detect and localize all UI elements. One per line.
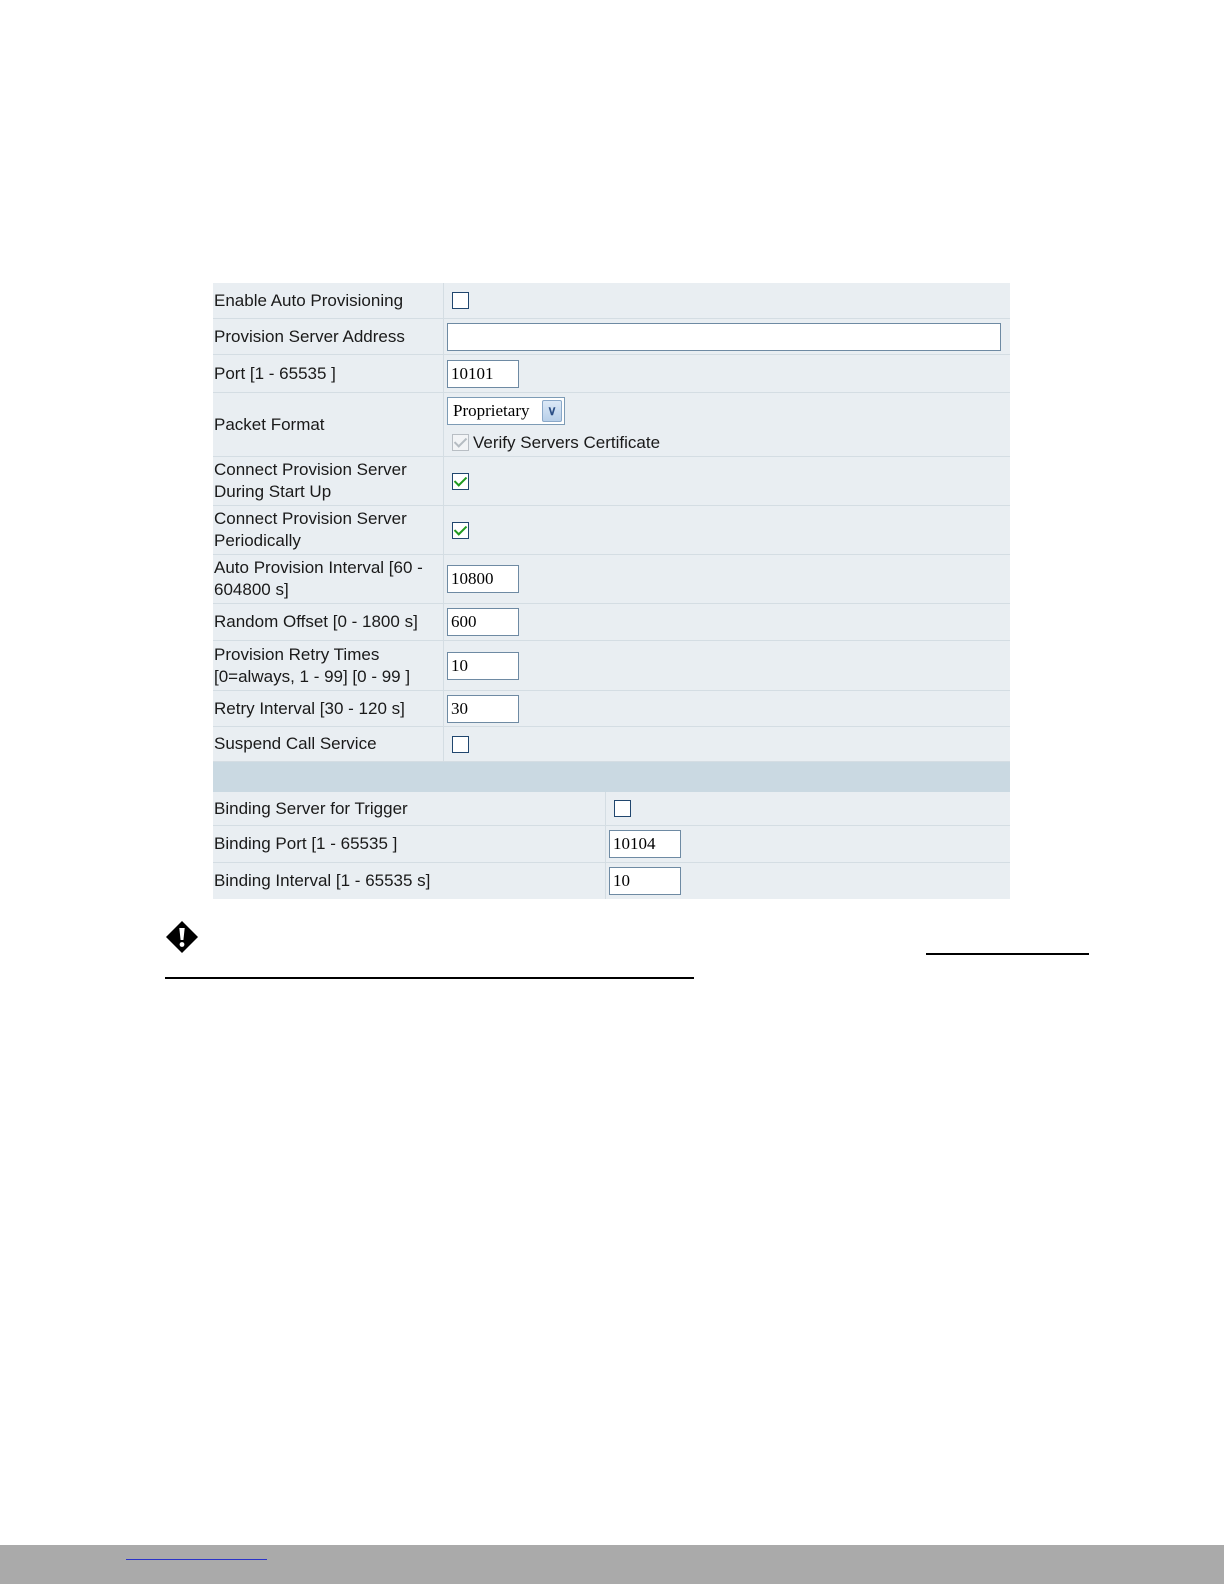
binding-server-trigger-checkbox[interactable] xyxy=(614,800,631,817)
connect-startup-label: Connect Provision Server During Start Up xyxy=(214,460,407,501)
retry-interval-input[interactable] xyxy=(447,695,519,723)
verify-servers-certificate-label: Verify Servers Certificate xyxy=(473,432,661,452)
auto-provision-interval-input[interactable] xyxy=(447,565,519,593)
auto-provisioning-panel xyxy=(213,283,1010,899)
binding-server-trigger-label: Binding Server for Trigger xyxy=(214,798,408,818)
provision-server-address-label: Provision Server Address xyxy=(214,326,405,346)
packet-format-label: Packet Format xyxy=(214,414,325,434)
provision-retry-times-input[interactable] xyxy=(447,652,519,680)
footer-link[interactable] xyxy=(126,1559,267,1560)
random-offset-label: Random Offset [0 - 1800 s] xyxy=(214,612,418,631)
auto-provision-interval-label: Auto Provision Interval [60 - 604800 s] xyxy=(214,558,423,599)
suspend-call-service-label: Suspend Call Service xyxy=(214,734,377,753)
verify-servers-certificate-option xyxy=(447,433,660,453)
row-binding-interval xyxy=(213,863,1010,899)
provision-retry-times-label: Provision Retry Times [0=always, 1 - 99] [0 - 99 ] xyxy=(214,644,411,686)
row-auto-provision-interval xyxy=(213,555,1010,604)
row-binding-server-trigger xyxy=(213,792,1010,826)
connect-periodically-checkbox[interactable] xyxy=(452,522,469,539)
binding-port-input[interactable] xyxy=(609,830,681,858)
packet-format-select[interactable] xyxy=(447,397,565,425)
note-underline-right xyxy=(926,953,1089,955)
section-separator xyxy=(213,762,1010,792)
row-enable-auto-provisioning xyxy=(213,283,1010,319)
binding-interval-label: Binding Interval [1 - 65535 s] xyxy=(214,871,431,890)
row-provision-retry-times xyxy=(213,641,1010,691)
port-input[interactable] xyxy=(447,360,519,388)
binding-interval-input[interactable] xyxy=(609,867,681,895)
retry-interval-label: Retry Interval [30 - 120 s] xyxy=(214,698,405,718)
connect-periodically-label: Connect Provision Server Periodically xyxy=(214,509,407,550)
binding-port-label: Binding Port [1 - 65535 ] xyxy=(214,834,398,853)
enable-auto-provisioning-label: Enable Auto Provisioning xyxy=(214,290,404,310)
row-packet-format xyxy=(213,393,1010,457)
note-underline-left xyxy=(165,977,694,979)
row-suspend-call-service xyxy=(213,727,1010,762)
provision-server-address-input[interactable] xyxy=(447,323,1001,351)
row-connect-periodically xyxy=(213,506,1010,555)
page-footer xyxy=(0,1545,1224,1584)
row-retry-interval xyxy=(213,691,1010,727)
warning-diamond-icon xyxy=(165,920,199,959)
suspend-call-service-checkbox[interactable] xyxy=(452,736,469,753)
packet-format-selected: Proprietary xyxy=(453,400,530,420)
row-binding-port xyxy=(213,826,1010,863)
row-port xyxy=(213,355,1010,393)
row-connect-startup xyxy=(213,457,1010,506)
port-label: Port [1 - 65535 ] xyxy=(214,363,336,383)
verify-servers-certificate-checkbox xyxy=(452,434,469,451)
random-offset-input[interactable] xyxy=(447,608,519,636)
chevron-down-icon[interactable]: ∨ xyxy=(542,400,562,422)
enable-auto-provisioning-checkbox[interactable] xyxy=(452,292,469,309)
row-provision-server-address xyxy=(213,319,1010,355)
row-random-offset xyxy=(213,604,1010,641)
connect-startup-checkbox[interactable] xyxy=(452,473,469,490)
